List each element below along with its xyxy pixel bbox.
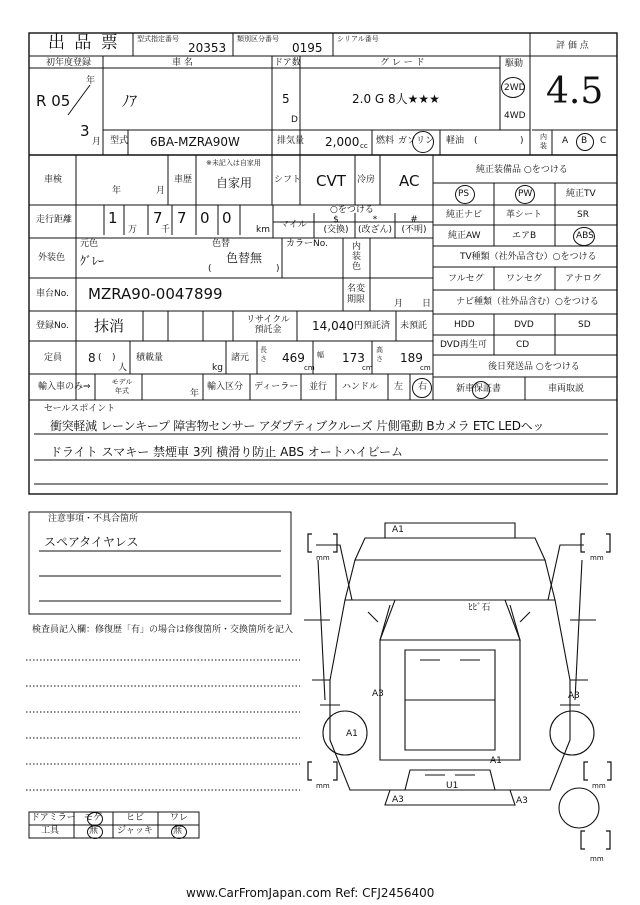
mirror-circle bbox=[87, 812, 103, 826]
orig-color: ｸﾞﾚｰ bbox=[80, 254, 105, 268]
mark-rear-u1: U1 bbox=[446, 781, 459, 791]
recycle-unit: 円預託済 bbox=[354, 321, 391, 331]
import-class-label: 輸入区分 bbox=[207, 382, 244, 392]
color-label: 外装色 bbox=[38, 253, 66, 263]
exchanged-option: $ (交換) bbox=[323, 215, 349, 235]
spec-label: 諸元 bbox=[231, 353, 250, 363]
fuel-gas: ガソリン bbox=[398, 136, 435, 146]
length-label: 長さ bbox=[260, 346, 267, 363]
mirror-value: モゲ bbox=[84, 813, 103, 823]
equip-airbag: エアB bbox=[512, 231, 537, 241]
load-label: 積載量 bbox=[136, 353, 164, 363]
crack-label: ワレ bbox=[170, 813, 189, 823]
equip-aw: 純正AW bbox=[448, 231, 481, 241]
ac-label: 冷房 bbox=[357, 175, 376, 185]
later-warranty-circle bbox=[472, 381, 490, 399]
grade-value: 2.0 G 8人★★★ bbox=[352, 92, 440, 106]
recycle-unpaid: 未預託 bbox=[400, 321, 428, 331]
interior-b: B bbox=[581, 136, 588, 146]
width-label: 幅 bbox=[317, 351, 324, 359]
doors-label: ドア数 bbox=[274, 58, 301, 68]
recycle-value: 14,040 bbox=[312, 319, 354, 333]
handle-label: ハンドル bbox=[342, 382, 379, 392]
category-no: 0195 bbox=[292, 41, 323, 55]
handle-right: 右 bbox=[418, 382, 428, 392]
fuel-gas-circle bbox=[412, 131, 434, 153]
grade-label: グ レ ー ド bbox=[380, 58, 425, 68]
tv-analog: アナログ bbox=[565, 274, 602, 284]
tv-oneseg: ワンセグ bbox=[506, 274, 543, 284]
doors-value: 5 bbox=[282, 92, 290, 106]
model-cert-label: 型式指定番号 bbox=[137, 35, 179, 43]
genuine-title: 純正装備品 ○をつける bbox=[476, 165, 568, 175]
watermark: www.CarFromJapan.com Ref: CFJ2456400 bbox=[186, 886, 435, 900]
mark-wheel-a1: A1 bbox=[346, 729, 358, 739]
parallel-option: 並行 bbox=[309, 382, 328, 392]
mileage-digit-3: 7 bbox=[177, 209, 187, 227]
sales-label: セールスポイント bbox=[44, 404, 116, 414]
jack-label: ジャッキ bbox=[117, 826, 153, 836]
dvd-cd: CD bbox=[516, 340, 530, 350]
ac-value: AC bbox=[399, 172, 420, 190]
mark-rear-a1: A1 bbox=[490, 756, 502, 766]
displacement-value: 2,000 bbox=[325, 135, 360, 149]
first-reg-year: R 05 bbox=[36, 92, 71, 110]
equip-tv: 純正TV bbox=[566, 189, 596, 199]
jack-value: 無 bbox=[173, 826, 183, 836]
import-label: 輸入車のみ⇒ bbox=[38, 382, 91, 392]
sen-unit: 千 bbox=[161, 225, 171, 235]
score-label: 評 価 点 bbox=[556, 41, 589, 51]
equip-leather: 革シート bbox=[506, 210, 543, 220]
car-name-label: 車 名 bbox=[172, 58, 193, 68]
mark-front-a1: A1 bbox=[392, 525, 404, 535]
tampered-option: * (改ざん) bbox=[357, 215, 393, 235]
shift-value: CVT bbox=[316, 172, 346, 190]
inspection-label: 車検 bbox=[44, 175, 63, 185]
man-unit: 万 bbox=[128, 225, 138, 235]
width-unit: cm bbox=[362, 364, 373, 372]
navi-hdd: HDD bbox=[454, 320, 475, 330]
form-title: 出 品 票 bbox=[48, 33, 120, 53]
interior-b-circle bbox=[576, 133, 594, 151]
mm-fl: mm bbox=[316, 554, 330, 562]
tools-circle bbox=[87, 825, 103, 839]
mileage-digit-4: 0 bbox=[200, 209, 210, 227]
tools-label: 工具 bbox=[41, 826, 60, 836]
drive-label: 駆動 bbox=[505, 59, 524, 69]
history-label: 車歴 bbox=[174, 175, 193, 185]
drive-2wd-circle bbox=[501, 77, 525, 98]
handle-right-circle bbox=[412, 378, 432, 398]
mileage-label: 走行距離 bbox=[36, 215, 73, 225]
mileage-digit-2: 7 bbox=[153, 209, 163, 227]
unknown-option: # (不明) bbox=[401, 215, 427, 235]
recycle-label: リサイクル 預託金 bbox=[246, 315, 290, 335]
door-type: D bbox=[291, 115, 298, 125]
equip-ps: PS bbox=[458, 189, 470, 199]
height-label: 高さ bbox=[376, 346, 383, 363]
sales-line-1: 衝突軽減 レーンキープ 障害物センサー アダプティブクルーズ 片側電動 Bカメラ ETC LEDヘッ bbox=[50, 419, 545, 433]
navi-dvd: DVD bbox=[514, 320, 534, 330]
drive-2wd: 2WD bbox=[504, 83, 526, 93]
shift-label: シフト bbox=[274, 175, 302, 185]
fuel-label: 燃料 bbox=[376, 136, 395, 146]
width-value: 173 bbox=[342, 351, 365, 365]
displacement-unit: cc bbox=[360, 142, 368, 150]
reg-no-label: 登録No. bbox=[36, 321, 69, 331]
mm-fr: mm bbox=[590, 554, 604, 562]
sales-line-2: ドライト スマキー 禁煙車 3列 横滑り防止 ABS オートハイビーム bbox=[50, 445, 404, 459]
mark-hood-chip: ﾋﾋﾞ石 bbox=[468, 603, 491, 613]
equip-abs: ABS bbox=[576, 231, 594, 241]
drive-4wd: 4WD bbox=[504, 111, 526, 121]
mirror-label: ドアミラー bbox=[31, 813, 76, 823]
mark-rear-left-a3: A3 bbox=[392, 795, 404, 805]
navi-title: ナビ種類（社外品含む）○をつける bbox=[456, 297, 599, 307]
later-warranty: 新車保証書 bbox=[456, 384, 502, 394]
nc-month-unit: 月 bbox=[394, 299, 404, 309]
length-unit: cm bbox=[304, 364, 315, 372]
length-value: 469 bbox=[282, 351, 305, 365]
category-label: 類別区分番号 bbox=[237, 35, 279, 43]
inspector-label: 検査員記入欄：修復歴「有」の場合は修復箇所・交換箇所を記入 bbox=[32, 625, 294, 635]
year-unit: 年 bbox=[86, 76, 96, 86]
notes-text: スペアタイヤレス bbox=[44, 535, 139, 549]
later-title: 後日発送品 ○をつける bbox=[488, 362, 580, 372]
chassis-value: MZRA90-0047899 bbox=[88, 285, 223, 303]
capacity-label: 定員 bbox=[44, 353, 63, 363]
score-value: 4.5 bbox=[546, 71, 604, 112]
equip-pw: PW bbox=[518, 189, 533, 199]
first-reg-label: 初年度登録 bbox=[46, 58, 92, 68]
displacement-label: 排気量 bbox=[277, 136, 305, 146]
model-cert-no: 20353 bbox=[188, 41, 227, 55]
kg-unit: kg bbox=[212, 363, 223, 373]
interior-c: C bbox=[600, 136, 607, 146]
repaint-label: 色替 bbox=[212, 239, 231, 249]
mark-right-a3: A3 bbox=[568, 691, 580, 701]
model-year-label: モデル 年式 bbox=[111, 378, 133, 395]
serial-label: シリアル番号 bbox=[337, 35, 379, 43]
orig-color-label: 元色 bbox=[80, 239, 99, 249]
reg-no-value: 抹消 bbox=[94, 317, 125, 335]
dvd-playback: DVD再生可 bbox=[440, 340, 487, 350]
tv-title: TV種類（社外品含む）○をつける bbox=[460, 252, 597, 262]
model-label: 型式 bbox=[110, 136, 129, 146]
fuel-diesel: 軽油 bbox=[446, 136, 465, 146]
height-value: 189 bbox=[400, 351, 423, 365]
equip-navi: 純正ナビ bbox=[446, 210, 483, 220]
inspection-year-unit: 年 bbox=[112, 186, 122, 196]
later-manual: 車両取説 bbox=[548, 384, 585, 394]
interior-a: A bbox=[562, 136, 569, 146]
height-unit: cm bbox=[420, 364, 431, 372]
history-note: ※未記入は自家用 bbox=[206, 159, 261, 167]
circle-note: ○をつける bbox=[330, 205, 374, 215]
capacity-value: 8 bbox=[88, 351, 96, 365]
mm-spare: mm bbox=[590, 855, 604, 863]
mm-rr: mm bbox=[592, 782, 606, 790]
inspection-month-unit: 月 bbox=[156, 186, 166, 196]
mileage-digit-1: 1 bbox=[108, 209, 118, 227]
equip-abs-circle bbox=[573, 227, 595, 246]
interior-color-label: 内 装 色 bbox=[352, 242, 362, 272]
name-change-label: 名変 期限 bbox=[347, 284, 366, 305]
equip-pw-circle bbox=[515, 185, 535, 204]
chassis-label: 車台No. bbox=[36, 289, 69, 299]
interior-label: 内装 bbox=[540, 133, 547, 150]
scratch-label: ヒビ bbox=[126, 813, 145, 823]
month-unit: 月 bbox=[92, 137, 102, 147]
tv-fullseg: フルセグ bbox=[448, 274, 484, 284]
jack-circle bbox=[171, 825, 187, 839]
import-year-unit: 年 bbox=[190, 389, 200, 399]
history-value: 自家用 bbox=[216, 176, 253, 190]
mark-rear-right-a3: A3 bbox=[516, 796, 528, 806]
person-unit: 人 bbox=[118, 363, 128, 373]
car-name: ﾉｱ bbox=[122, 92, 138, 110]
navi-sd: SD bbox=[578, 320, 591, 330]
mark-left-a3: A3 bbox=[372, 689, 384, 699]
mm-rl: mm bbox=[316, 782, 330, 790]
dealer-option: ディーラー bbox=[254, 382, 299, 392]
first-reg-month: 3 bbox=[80, 122, 90, 140]
repaint-value: 色替無 bbox=[226, 251, 263, 265]
equip-sr: SR bbox=[577, 210, 589, 220]
mileage-digit-5: 0 bbox=[222, 209, 232, 227]
color-no-label: カラーNo. bbox=[286, 239, 328, 249]
km-unit: km bbox=[256, 225, 270, 235]
tools-value: 無 bbox=[89, 826, 99, 836]
equip-ps-circle bbox=[455, 185, 475, 204]
handle-left: 左 bbox=[394, 382, 404, 392]
notes-label: 注意事項・不具合箇所 bbox=[48, 514, 139, 524]
mile-label: マイル bbox=[280, 220, 307, 230]
model-value: 6BA-MZRA90W bbox=[150, 135, 240, 149]
